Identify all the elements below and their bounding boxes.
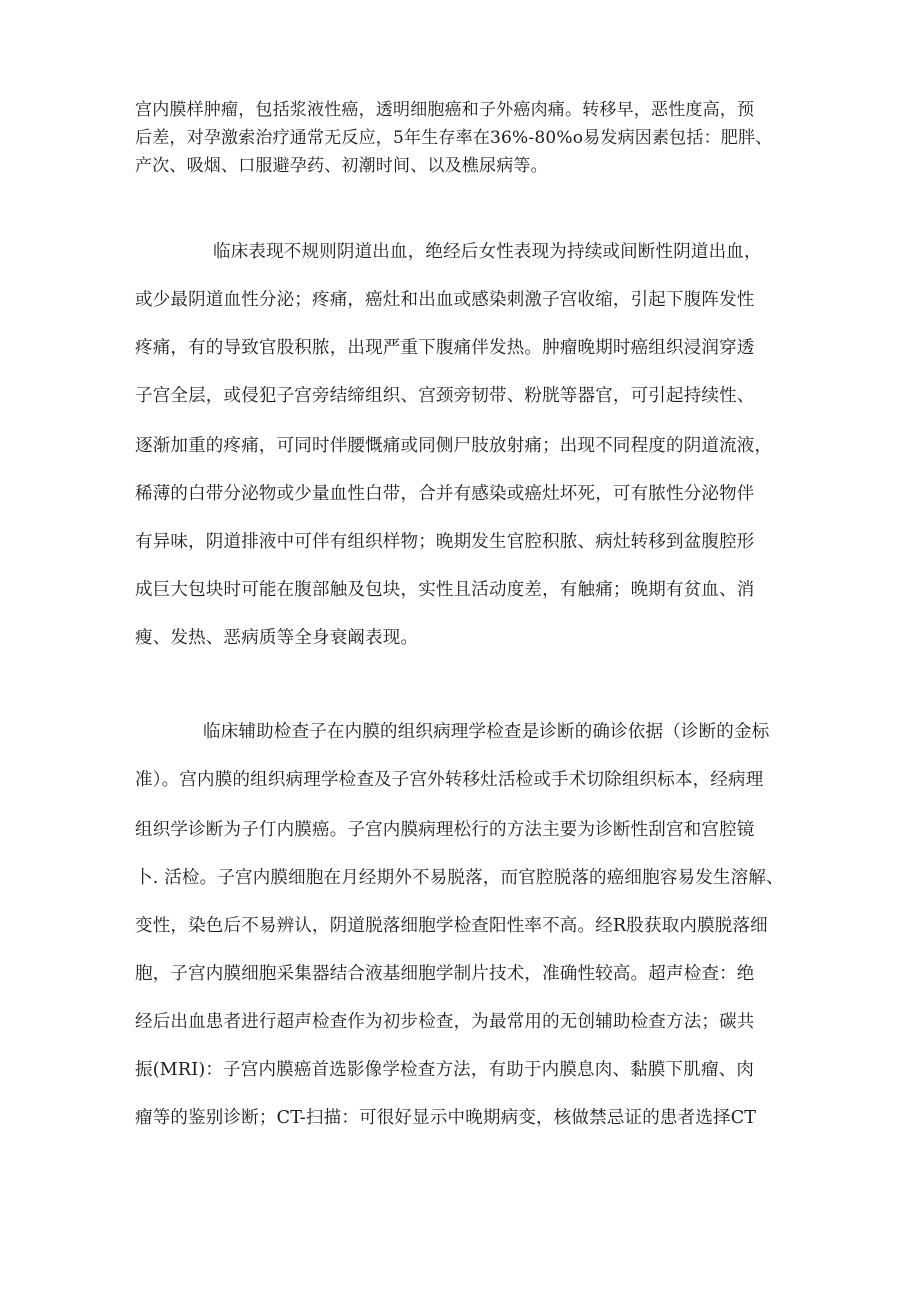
paragraph-3-line-7: 经后出血患者进行超声检查作为初步检查，为最常用的无创辅助检查方法；碳共 — [135, 1012, 755, 1032]
paragraph-3-line-3: 组织学诊断为子仃内膜癌。子宫内膜病理松行的方法主要为诊断性刮宫和宫腔镜 — [135, 820, 755, 840]
paragraph-2-line-2: 或少最阴道血性分泌；疼痛，癌灶和出血或感染刺激子宫收缩，引起下腹阵发性 — [135, 290, 755, 310]
paragraph-3-line-5: 变性，染色后不易辨认，阴道脱落细胞学检查阳性率不高。经R股获取内膜脱落细 — [135, 916, 768, 936]
paragraph-3-line-8: 振(MRI)：子宫内膜癌首选影像学检查方法，有助于内膜息肉、黏膜下肌瘤、肉 — [135, 1060, 755, 1080]
paragraph-1-line-3: 产次、吸烟、口服避孕药、初潮时间、以及樵尿病等。 — [135, 156, 548, 176]
paragraph-3-line-6: 胞，子宫内膜细胞采集器结合液基细胞学制片技术，准确性较高。超声检查：绝 — [135, 964, 755, 984]
paragraph-3-line-9: 瘤等的鉴别诊断；CT-扫描：可很好显示中晚期病变，核做禁忌证的患者选择CT — [135, 1108, 757, 1128]
paragraph-2-line-1: 临床表现不规则阴道出血，绝经后女性表现为持续或间断性阴道出血， — [213, 242, 762, 262]
paragraph-2-line-3: 疼痛，有的导致官股积脓，出现严重下腹痛伴发热。肿瘤晚期时癌组织浸润穿透 — [135, 338, 755, 358]
paragraph-2-line-8: 成巨大包块时可能在腹部触及包块，实性且活动度差，有触痛；晚期有贫血、消 — [135, 580, 755, 600]
paragraph-2-line-4: 子宫全层，或侵犯子宫旁结缔组织、宫颈旁韧带、粉胱等器官，可引起持续性、 — [135, 386, 755, 406]
paragraph-3-line-2: 准）。宫内膜的组织病理学检查及子宫外转移灶活检或手术切除组织标本，经病理 — [135, 770, 764, 790]
paragraph-3-line-1: 临床辅助检查子在内膜的组织病理学检查是诊断的确诊依据（诊断的金标 — [203, 722, 770, 742]
paragraph-1-line-1: 宫内膜样肿瘤，包括浆液性癌，透明细胞癌和子外癌肉痛。转移早，恶性度高，预 — [135, 100, 755, 120]
paragraph-2-line-9: 瘦、发热、恶病质等全身衰阚表现。 — [135, 628, 419, 648]
paragraph-3-line-4: 卜. 活检。子宫内膜细胞在月经期外不易脱落，而官腔脱落的癌细胞容易发生溶解、 — [135, 868, 784, 888]
paragraph-2-line-6: 稀薄的白带分泌物或少量血性白带，合并有感染或癌灶坏死，可有脓性分泌物伴 — [135, 484, 755, 504]
paragraph-1-line-2: 后差，对孕激索治疗通常无反应，5年生存率在36%-80%o易发病因素包括：肥胖、 — [135, 128, 773, 148]
paragraph-2-line-7: 有异味，阴道排液中可伴有组织样物；晚期发生官腔积脓、病灶转移到盆腹腔形 — [135, 532, 755, 552]
paragraph-2-line-5: 逐渐加重的疼痛，可同时伴腰慨痛或同侧尸肢放射痛；出现不同程度的阴道流液， — [135, 436, 773, 456]
